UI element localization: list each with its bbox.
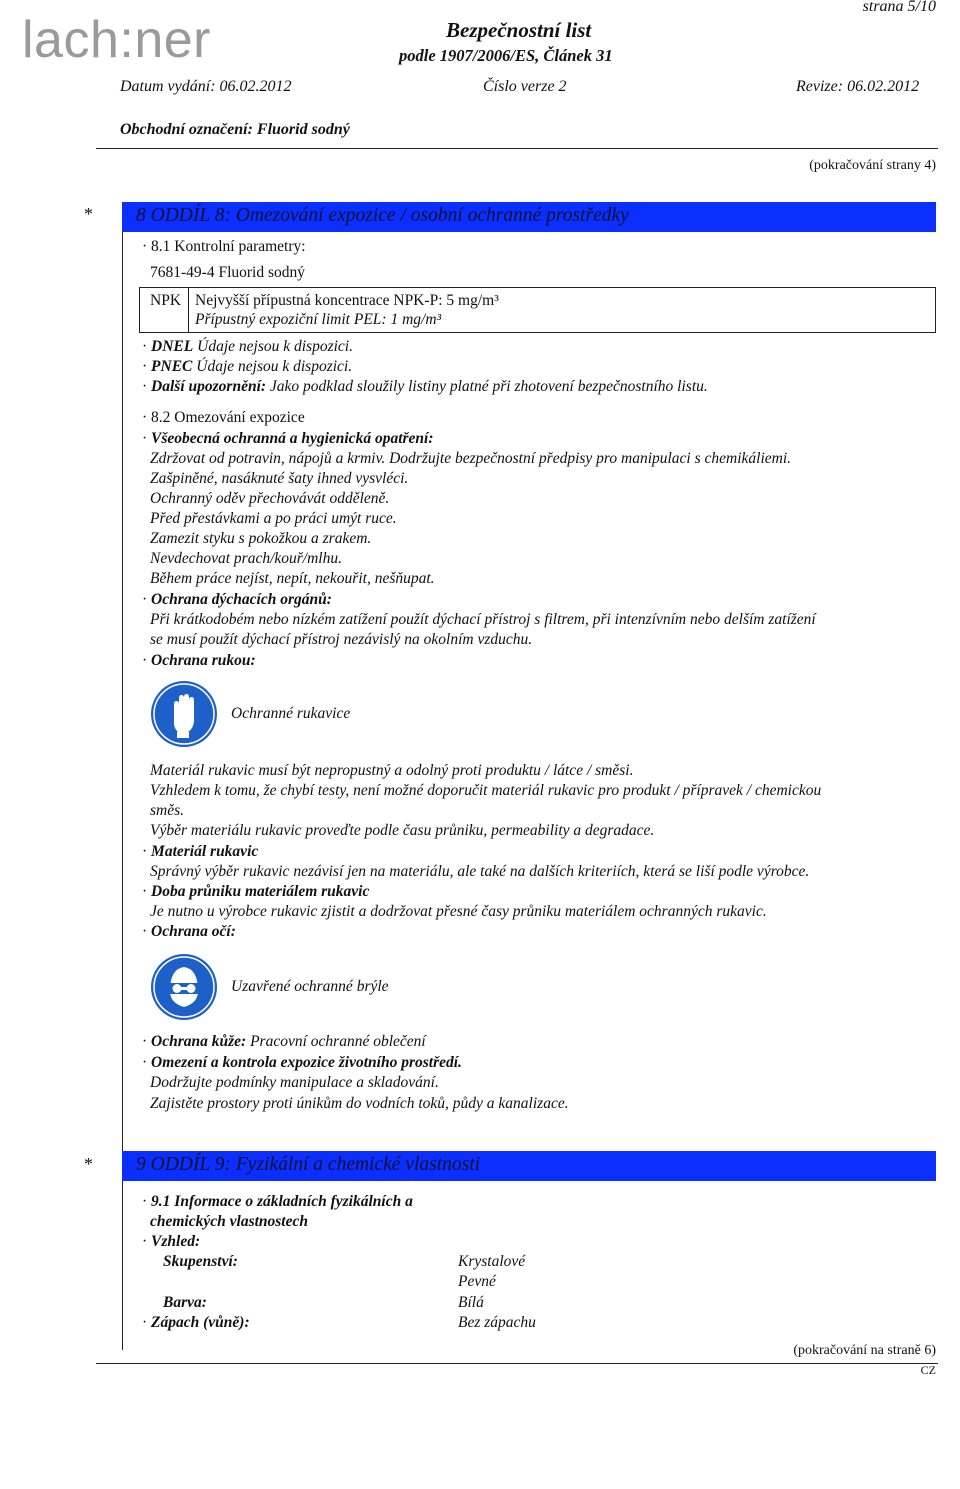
breakthrough-row: · Doba průniku materiálem rukavic — [142, 883, 370, 900]
eye-protection-row: · Ochrana očí: — [142, 923, 236, 940]
respiratory-line: se musí použít dýchací přístroj nezávislý na okolním vzduchu. — [150, 631, 533, 648]
odour-label: Zápach (vůně): — [151, 1314, 250, 1331]
document-title: Bezpečnostní list — [446, 18, 592, 42]
gloves-pictogram-label: Ochranné rukavice — [231, 705, 351, 722]
continued-from: (pokračování strany 4) — [809, 158, 936, 173]
subsection-9-1-label-cont: chemických vlastnostech — [150, 1213, 308, 1230]
general-measure-line: Ochranný oděv přechovávát odděleně. — [150, 490, 390, 507]
trade-name: Obchodní označení: Fluorid sodný — [120, 121, 350, 138]
further-info-label: Další upozornění: — [151, 378, 267, 395]
physical-state-label: Skupenství: — [163, 1253, 238, 1270]
goggles-pictogram-icon — [150, 953, 218, 1021]
colour-value: Bílá — [458, 1294, 484, 1311]
skin-protection-text: Pracovní ochranné oblečení — [246, 1033, 426, 1050]
version-number: Číslo verze 2 — [483, 78, 567, 95]
revision-date: Revize: 06.02.2012 — [796, 78, 920, 95]
subsection-8-1-label: 8.1 Kontrolní parametry: — [151, 238, 306, 255]
env-exposure-line: Dodržujte podmínky manipulace a skladování. — [150, 1074, 439, 1091]
skin-protection-row: · Ochrana kůže: Pracovní ochranné oblečení — [142, 1033, 426, 1050]
change-marker: * — [84, 1154, 93, 1174]
subsection-8-1: · 8.1 Kontrolní parametry: — [142, 238, 306, 255]
colour-label: Barva: — [163, 1294, 207, 1311]
glove-material-row: · Materiál rukavic — [142, 843, 259, 860]
dnel-label: DNEL — [151, 338, 194, 355]
glove-info-line: Vzhledem k tomu, že chybí testy, není možné doporučit materiál rukavic pro produkt / přípravek / chemickou — [150, 782, 822, 799]
glove-info-line: směs. — [150, 802, 185, 819]
issue-date: Datum vydání: 06.02.2012 — [120, 78, 292, 95]
header-divider — [96, 148, 938, 149]
npk-label: NPK — [150, 292, 182, 309]
further-info-row: · Další upozornění: Jako podklad sloužily listiny platné při zhotovení bezpečnostního listu. — [142, 378, 708, 395]
breakthrough-label: Doba průniku materiálem rukavic — [151, 883, 370, 900]
dnel-row: · DNEL Údaje nejsou k dispozici. — [142, 338, 353, 355]
hand-protection-label: Ochrana rukou: — [151, 652, 256, 669]
document-subtitle: podle 1907/2006/ES, Článek 31 — [399, 46, 613, 65]
cas-entry: 7681-49-4 Fluorid sodný — [150, 264, 305, 281]
section-8-title: 8 ODDÍL 8: Omezování expozice / osobní ochranné prostředky — [136, 205, 629, 226]
gloves-pictogram-icon — [150, 680, 218, 748]
env-exposure-label: Omezení a kontrola expozice životního prostředí. — [151, 1054, 462, 1071]
pnec-row: · PNEC Údaje nejsou k dispozici. — [142, 358, 353, 375]
glove-info-line: Výběr materiálu rukavic proveďte podle času průniku, permeability a degradace. — [150, 822, 655, 839]
further-info-text: Jako podklad sloužily listiny platné při zhotovení bezpečnostního listu. — [266, 378, 708, 395]
breakthrough-text: Je nutno u výrobce rukavic zjistit a dodržovat přesné časy průniku materiálem ochranných rukavic. — [150, 903, 767, 920]
company-logo: lach:ner — [22, 11, 211, 69]
general-measure-line: Během práce nejíst, nepít, nekouřit, nešňupat. — [150, 570, 435, 587]
general-measure-line: Nevdechovat prach/kouř/mlhu. — [150, 550, 342, 567]
odour-row: · Zápach (vůně): — [142, 1314, 250, 1331]
general-measure-line: Zašpiněné, nasáknuté šaty ihned vysvléci. — [150, 470, 409, 487]
section-left-rule — [122, 232, 123, 1350]
page-number: strana 5/10 — [862, 0, 936, 15]
npk-value: Nejvyšší přípustná koncentrace NPK-P: 5 mg/m³ — [195, 292, 499, 309]
env-exposure-line: Zajistěte prostory proti únikům do vodních toků, půdy a kanalizace. — [150, 1095, 569, 1112]
respiratory-row: · Ochrana dýchacích orgánů: — [142, 591, 332, 608]
pnec-text: Údaje nejsou k dispozici. — [192, 358, 353, 375]
general-measure-line: Zdržovat od potravin, nápojů a krmiv. Dodržujte bezpečnostní předpisy pro manipulaci s chemikáliemi. — [150, 450, 792, 467]
language-code: CZ — [920, 1363, 936, 1377]
eye-protection-label: Ochrana očí: — [151, 923, 236, 940]
general-measures-row: · Všeobecná ochranná a hygienická opatření: — [142, 430, 434, 447]
change-marker: * — [84, 204, 93, 224]
glove-material-text: Správný výběr rukavic nezávisí jen na materiálu, ale také na dalších kriteriích, která se liší podle výrobce. — [150, 863, 810, 880]
odour-value: Bez zápachu — [458, 1314, 536, 1331]
subsection-9-1-label: 9.1 Informace o základních fyzikálních a — [151, 1193, 413, 1210]
subsection-9-1: · 9.1 Informace o základních fyzikálních a — [142, 1193, 413, 1210]
subsection-8-2: · 8.2 Omezování expozice — [142, 409, 305, 426]
glove-info-line: Materiál rukavic musí být nepropustný a odolný proti produktu / látce / směsi. — [150, 762, 634, 779]
env-exposure-row: · Omezení a kontrola expozice životního prostředí. — [142, 1054, 462, 1071]
general-measure-line: Zamezit styku s pokožkou a zrakem. — [150, 530, 372, 547]
skin-protection-label: Ochrana kůže: — [151, 1033, 247, 1050]
respiratory-line: Při krátkodobém nebo nízkém zatížení použít dýchací přístroj s filtrem, při intenzívním nebo delším zatížení — [150, 611, 816, 628]
appearance-row: · Vzhled: — [142, 1233, 201, 1250]
subsection-8-2-label: 8.2 Omezování expozice — [151, 409, 305, 426]
general-measure-line: Před přestávkami a po práci umýt ruce. — [150, 510, 397, 527]
physical-state-value: Pevné — [458, 1273, 496, 1290]
pel-value: Přípustný expoziční limit PEL: 1 mg/m³ — [195, 311, 442, 328]
respiratory-label: Ochrana dýchacích orgánů: — [151, 591, 332, 608]
continued-to: (pokračování na straně 6) — [793, 1343, 936, 1358]
section-9-title: 9 ODDÍL 9: Fyzikální a chemické vlastnosti — [136, 1154, 481, 1175]
footer-divider — [96, 1363, 938, 1364]
appearance-label: Vzhled: — [151, 1233, 201, 1250]
pnec-label: PNEC — [151, 358, 193, 375]
dnel-text: Údaje nejsou k dispozici. — [193, 338, 353, 355]
physical-state-value: Krystalové — [458, 1253, 526, 1270]
npk-table-divider — [188, 287, 189, 333]
glove-material-label: Materiál rukavic — [151, 843, 259, 860]
hand-protection-row: · Ochrana rukou: — [142, 652, 256, 669]
goggles-pictogram-label: Uzavřené ochranné brýle — [231, 978, 389, 995]
general-measures-label: Všeobecná ochranná a hygienická opatření: — [151, 430, 434, 447]
